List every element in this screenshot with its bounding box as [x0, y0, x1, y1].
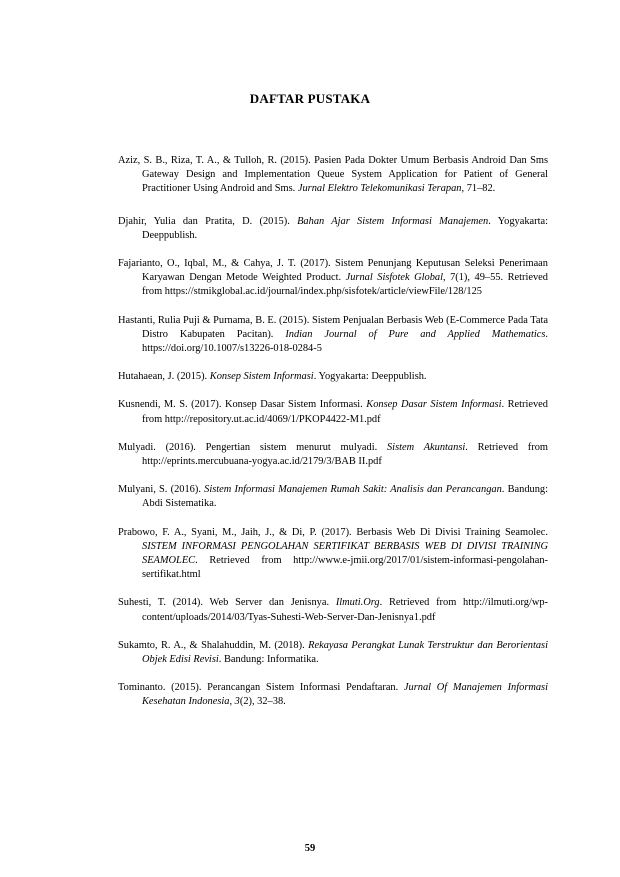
reference-text: . Bandung: Abdi Sistematika. — [142, 484, 549, 510]
page-title: DAFTAR PUSTAKA — [249, 91, 371, 106]
reference-source-title: Sistem Informasi Manajemen Rumah Sakit: Analisis dan Perancangan — [204, 484, 502, 496]
reference-entry — [118, 441, 548, 469]
reference-text: , — [229, 696, 235, 708]
reference-source-title: Jurnal Sisfotek Global — [345, 272, 443, 284]
reference-source-title: Konsep Dasar Sistem Informasi — [366, 399, 502, 411]
page-number: 59 — [304, 843, 316, 854]
reference-text: Mulyadi. (2016). Pengertian sistem menurut mulyadi. — [118, 441, 387, 453]
reference-text: Kusnendi, M. S. (2017). Konsep Dasar Sistem Informasi. — [118, 399, 367, 411]
reference-text: , 71–82. — [461, 183, 496, 195]
reference-source-title: Jurnal Of Manajemen Informasi Kesehatan Indonesia — [142, 682, 548, 708]
reference-text: . Yogyakarta: Deeppublish. — [142, 215, 549, 241]
reference-volume: 3 — [234, 696, 240, 708]
reference-entry — [118, 314, 548, 357]
reference-text: Tominanto. (2015). Perancangan Sistem Informasi Pendaftaran. — [118, 682, 404, 694]
reference-text: (2), 32–38. — [239, 696, 286, 708]
reference-text: Sukamto, R. A., & Shalahuddin, M. (2018). — [118, 639, 309, 651]
reference-text: Mulyani, S. (2016). — [118, 484, 205, 496]
reference-entry — [118, 370, 548, 384]
reference-entry — [118, 154, 548, 197]
reference-text: , 7(1), 49–55. Retrieved from https://stmikglobal.ac.id/journal/index.php/sisfotek/article/viewFile/128/125 — [142, 272, 548, 298]
reference-entry — [118, 257, 548, 300]
reference-entry — [118, 596, 548, 624]
reference-text: Djahir, Yulia dan Pratita, D. (2015). — [118, 215, 298, 227]
reference-text: . Retrieved from http://www.e-jmii.org/2017/01/sistem-informasi-pengolahan-sertifikat.html — [142, 555, 548, 581]
reference-entry — [118, 398, 548, 426]
reference-text: Suhesti, T. (2014). Web Server dan Jenisnya. — [118, 597, 336, 609]
reference-source-title: Jurnal Elektro Telekomunikasi Terapan — [297, 183, 462, 195]
reference-source-title: Rekayasa Perangkat Lunak Terstruktur dan Berorientasi Objek Edisi Revisi — [142, 639, 548, 666]
reference-text: . Retrieved from http://ilmuti.org/wp-content/uploads/2014/03/Tyas-Suhesti-Web-Server-Dan-Jenisnya1.pdf — [142, 597, 548, 623]
reference-source-title: Bahan Ajar Sistem Informasi Manajemen — [297, 215, 489, 227]
reference-text: . Retrieved from http://repository.ut.ac.id/4069/1/PKOP4422-M1.pdf — [142, 399, 548, 425]
reference-text: Prabowo, F. A., Syani, M., Jaih, J., & Di, P. (2017). Berbasis Web Di Divisi Training Seamolec. — [118, 526, 548, 538]
reference-source-title: SISTEM INFORMASI PENGOLAHAN SERTIFIKAT BERBASIS WEB DI DIVISI TRAINING SEAMOLEC — [142, 540, 548, 567]
reference-source-title: Ilmuti.Org — [335, 597, 380, 609]
reference-text: Hastanti, Rulia Puji & Purnama, B. E. (2015). Sistem Penjualan Berbasis Web (E-Commerce Pada Tata Distro Kabupaten Pacitan). — [118, 314, 548, 340]
reference-text: . Bandung: Informatika. — [218, 654, 319, 666]
reference-text: . Yogyakarta: Deeppublish. — [313, 371, 427, 383]
reference-text: . Retrieved from http://eprints.mercubuana-yogya.ac.id/2179/3/BAB II.pdf — [142, 441, 548, 468]
reference-source-title: Indian Journal of Pure and Applied Mathematics — [285, 328, 546, 340]
reference-text: Fajarianto, O., Iqbal, M., & Cahya, J. T. (2017). Sistem Penunjang Keputusan Seleksi Penerimaan Karyawan Dengan Metode Weighted Product. — [118, 258, 548, 284]
reference-text: Aziz, S. B., Riza, T. A., & Tulloh, R. (2015). Pasien Pada Dokter Umum Berbasis Android Dan Sms Gateway Design and Implementation Queue System Application for Patient of General Practitioner Using Android and Sms. — [118, 155, 548, 195]
reference-text: Hutahaean, J. (2015). — [118, 371, 210, 383]
reference-text: . https://doi.org/10.1007/s13226-018-0284-5 — [142, 328, 549, 355]
reference-entry — [118, 215, 548, 243]
reference-source-title: Sistem Akuntansi — [386, 441, 466, 453]
reference-entry — [118, 639, 548, 667]
reference-entry — [118, 526, 548, 583]
reference-entry — [118, 681, 548, 709]
reference-list — [118, 154, 548, 710]
reference-entry — [118, 483, 548, 511]
reference-source-title: Konsep Sistem Informasi — [209, 371, 314, 383]
